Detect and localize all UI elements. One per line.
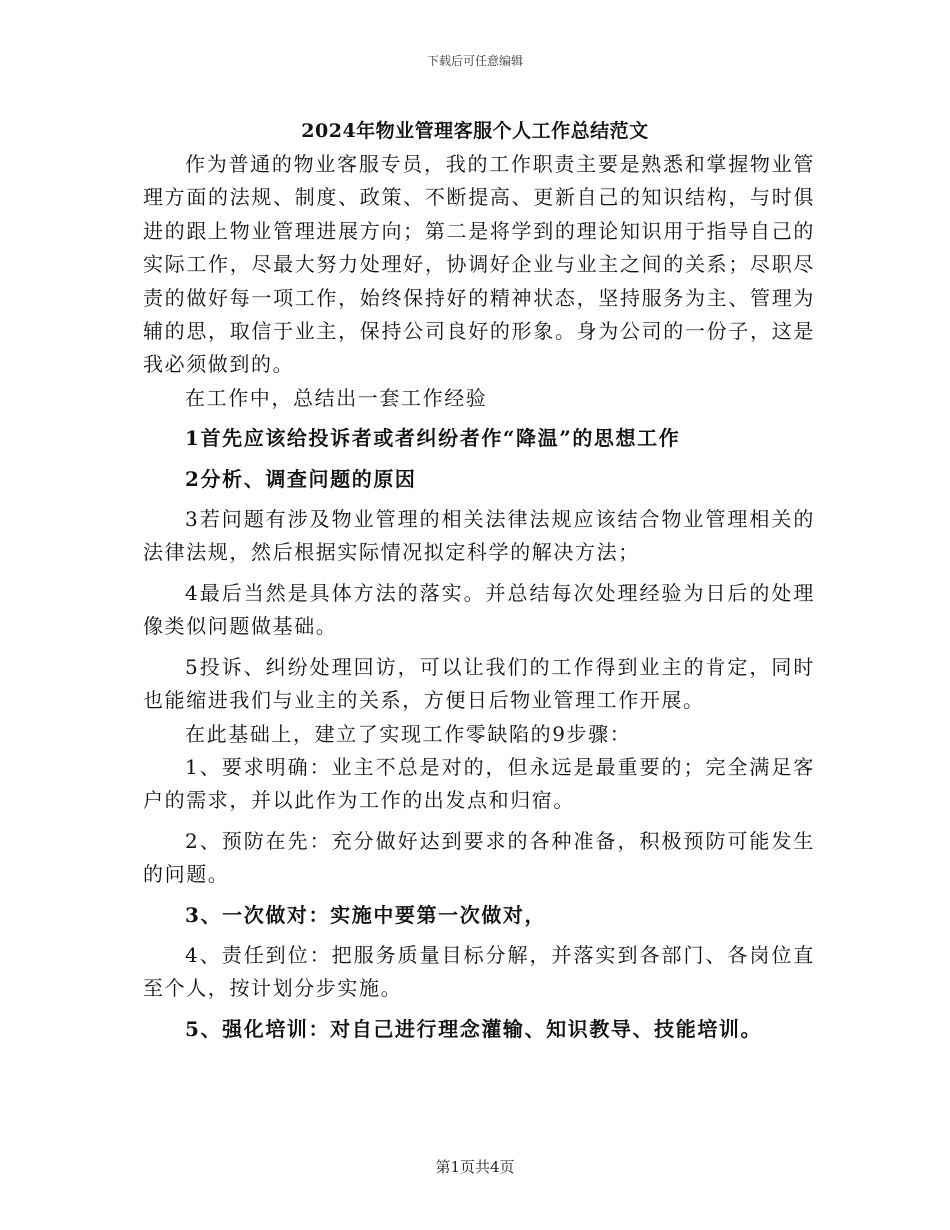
paragraph-intro: 作为普通的物业客服专员，我的工作职责主要是熟悉和掌握物业管理方面的法规、制度、政策、不断提高、更新自己的知识结构，与时俱进的跟上物业管理进展方向；第二是将学到的理论知识用于指导自己的实际工作，尽最大努力处理好，协调好企业与业主之间的关系；尽职尽责的做好每一项工作，始终保持好的精神状态，坚持服务为主、管理为辅的思，取信于业主，保持公司良好的形象。身为公司的一份子，这是我必须做到的。 xyxy=(143,152,815,377)
paragraph-step-1: 1首先应该给投诉者或者纠纷者作“降温”的思想工作 xyxy=(185,426,681,451)
paragraph-training: 5、强化培训：对自己进行理念灌输、知识教导、技能培训。 xyxy=(185,1016,763,1041)
paragraph-do-it-right: 3、一次做对：实施中要第一次做对， xyxy=(185,902,547,927)
document-body xyxy=(143,148,815,1046)
paragraph-step-5: 5投诉、纠纷处理回访，可以让我们的工作得到业主的肯定，同时也能缩进我们与业主的关系，方便日后物业管理工作开展。 xyxy=(143,654,815,713)
page-number-footer: 第1页共4页 xyxy=(435,1158,515,1176)
paragraph-requirement-clear: 1、要求明确：业主不总是对的，但永远是最重要的；完全满足客户的需求，并以此作为工作的出发点和归宿。 xyxy=(143,754,815,813)
paragraph-prevention-first: 2、预防在先：充分做好达到要求的各种准备，积极预防可能发生的问题。 xyxy=(143,828,815,887)
paragraph-experience-heading: 在工作中，总结出一套工作经验 xyxy=(185,385,488,410)
paragraph-step-4: 4最后当然是具体方法的落实。并总结每次处理经验为日后的处理像类似问题做基础。 xyxy=(143,580,815,639)
paragraph-nine-steps-intro: 在此基础上，建立了实现工作零缺陷的9步骤： xyxy=(185,721,632,746)
page-header-note: 下载后可任意编辑 xyxy=(426,54,523,68)
paragraph-step-3: 3若问题有涉及物业管理的相关法律法规应该结合物业管理相关的法律法规，然后根据实际情况拟定科学的解决方法； xyxy=(143,507,815,565)
paragraph-responsibility: 4、责任到位：把服务质量目标分解，并落实到各部门、各岗位直至个人，按计划分步实施。 xyxy=(143,942,815,1001)
document-title: 2024年物业管理客服个人工作总结范文 xyxy=(301,120,649,142)
paragraph-step-2: 2分析、调查问题的原因 xyxy=(185,466,417,491)
